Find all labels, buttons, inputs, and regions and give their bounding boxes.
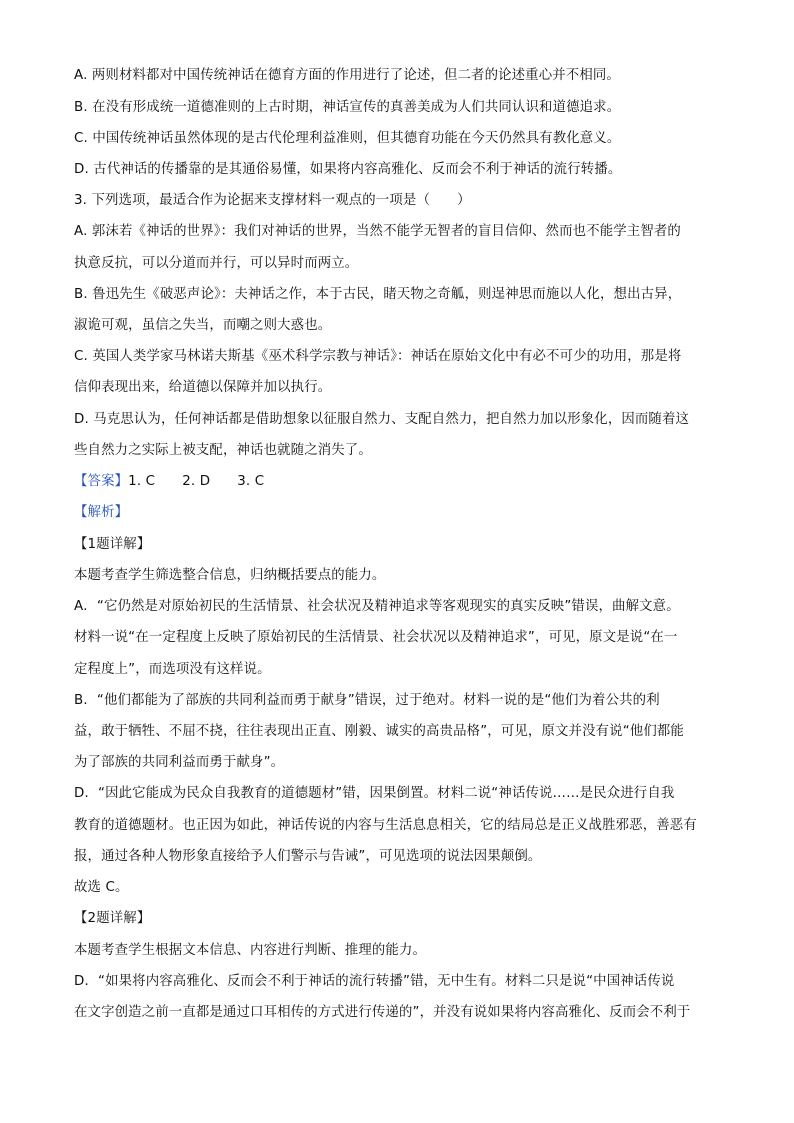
q1-line: 定程度上”，而选项没有这样说。 — [74, 662, 271, 677]
q1-line: A．“它仍然是对原始初民的生活情景、社会状况及精神追求等客观现实的真实反映”错误，曲解文意。 — [74, 599, 680, 614]
answer-tag: 【答案】 — [74, 474, 129, 489]
q3-option-b-line1: B. 鲁迅先生《破恶声论》：夫神话之作，本于古民，睹天物之奇觚，则逞神思而施以人化，想出古异， — [74, 287, 682, 302]
q3-option-d-line2: 些自然力之实际上被支配，神话也就随之消失了。 — [74, 443, 372, 458]
q1-line: 材料一说“在一定程度上反映了原始初民的生活情景、社会状况以及精神追求”，可见，原文是说“在一 — [74, 630, 678, 645]
q1-line: 报，通过各种人物形象直接给予人们警示与告诫”，可见选项的说法因果颠倒。 — [74, 849, 542, 864]
q2-line: 在文字创造之前一直都是通过口耳相传的方式进行传递的”，并没有说如果将内容高雅化、反而会不利于 — [74, 1005, 691, 1020]
q2-intro: 本题考查学生根据文本信息、内容进行判断、推理的能力。 — [74, 943, 427, 958]
q1-conclusion: 故选 C。 — [74, 880, 129, 895]
q3-option-b-line2: 淑诡可观，虽信之失当，而嘲之则大惑也。 — [74, 318, 332, 333]
q3-option-d-line1: D. 马克思认为，任何神话都是借助想象以征服自然力、支配自然力，把自然力加以形象化，因而随着这 — [74, 412, 690, 427]
answer-line — [74, 472, 724, 492]
answer-text: 1. C 2. D 3. C — [128, 474, 265, 489]
option-d: D. 古代神话的传播靠的是其通俗易懂，如果将内容高雅化、反而会不利于神话的流行转播。 — [74, 162, 622, 177]
q1-line: B．“他们都能为了部族的共同利益而勇于献身”错误，过于绝对。材料一说的是“他们为着公共的利 — [74, 693, 660, 708]
q3-option-a-line2: 执意反抗，可以分道而并行，可以异时而两立。 — [74, 256, 359, 271]
q2-line: D．“如果将内容高雅化、反而会不利于神话的流行转播”错，无中生有。材料二只是说“中国神话传说 — [74, 974, 675, 989]
q1-line: D．“因此它能成为民众自我教育的道德题材”错，因果倒置。材料二说“神话传说……是民众进行自我 — [74, 786, 675, 801]
q3-option-c-line2: 信仰表现出来，给道德以保障并加以执行。 — [74, 380, 332, 395]
q1-line: 教育的道德题材。也正因为如此，神话传说的内容与生活息息相关，它的结局总是正义战胜邪恶，善恶有 — [74, 818, 697, 833]
q1-header: 【1题详解】 — [74, 537, 151, 552]
option-a: A. 两则材料都对中国传统神话在德育方面的作用进行了论述，但二者的论述重心并不相同。 — [74, 68, 620, 83]
analysis-tag: 【解析】 — [74, 505, 129, 520]
q1-line: 益，敢于牺牲、不屈不挠，往往表现出正直、刚毅、诚实的高贵品格”，可见，原文并没有说“他们都能 — [74, 724, 684, 739]
q2-header: 【2题详解】 — [74, 911, 151, 926]
question-3-stem: 3. 下列选项，最适合作为论据来支撑材料一观点的一项是（ ） — [74, 193, 471, 208]
q1-line: 为了部族的共同利益而勇于献身”。 — [74, 755, 285, 770]
q1-intro: 本题考查学生筛选整合信息，归纳概括要点的能力。 — [74, 568, 386, 583]
q3-option-c-line1: C. 英国人类学家马林诺夫斯基《巫术科学宗教与神话》：神话在原始文化中有必不可少的功用，那是将 — [74, 349, 682, 364]
option-c: C. 中国传统神话虽然体现的是古代伦理利益准则，但其德育功能在今天仍然具有教化意义。 — [74, 131, 621, 146]
q3-option-a-line1: A. 郭沫若《神话的世界》：我们对神话的世界，当然不能学无智者的盲目信仰、然而也不能学主智者的 — [74, 224, 681, 239]
option-b: B. 在没有形成统一道德准则的上古时期，神话宣传的真善美成为人们共同认识和道德追求。 — [74, 100, 621, 115]
